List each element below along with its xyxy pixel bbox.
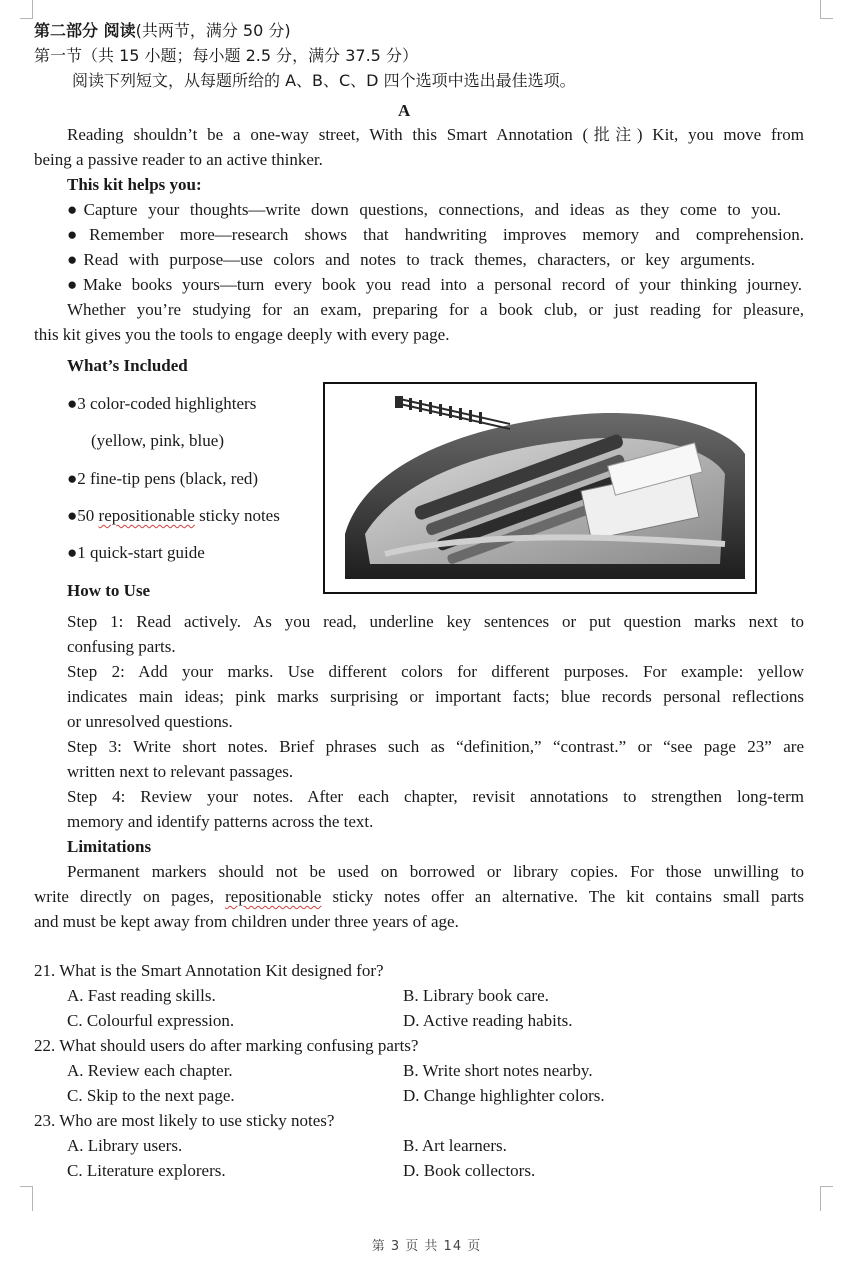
part-heading — [34, 20, 291, 42]
kit-photo-illustration — [325, 384, 755, 592]
howto-heading: How to Use — [67, 581, 151, 600]
intro-text-b: ) Kit, you move from — [636, 125, 805, 144]
included-item-highlighters: ●3 color-coded highlighters — [67, 394, 257, 413]
question-21-option-b[interactable]: B. Library book care. — [403, 986, 549, 1005]
question-22-stem: 22. What should users do after marking confusing parts? — [34, 1036, 419, 1055]
step-4-line-2: memory and identify patterns across the text. — [67, 812, 374, 831]
kit-photo — [323, 382, 757, 594]
step-2-line-1: Step 2: Add your marks. Use different colors for different purposes. For example: yellow — [67, 662, 804, 681]
included-item-sticky-notes — [67, 505, 280, 527]
included-item-guide: ●1 quick-start guide — [67, 543, 205, 562]
passage-letter: A — [398, 101, 411, 120]
step-2-line-2: indicates main ideas; pink marks surprising or important facts; blue records personal reflections — [67, 687, 804, 706]
bullet-4: ●Make books yours—turn every book you read into a personal record of your thinking journey. — [67, 275, 802, 294]
bullet-3: ●Read with purpose—use colors and notes to track themes, characters, or key arguments. — [67, 250, 755, 269]
question-22-option-c[interactable]: C. Skip to the next page. — [67, 1086, 235, 1105]
page-footer: 第 3 页 共 14 页 — [371, 1239, 482, 1254]
step-3-line-1: Step 3: Write short notes. Brief phrases such as “definition,” “contrast.” or “see page 23” are — [67, 737, 804, 756]
step-1-line-2: confusing parts. — [67, 637, 176, 656]
step-1-line-1: Step 1: Read actively. As you read, underline key sentences or put question marks next to — [67, 612, 804, 631]
intro-line-2: being a passive reader to an active thinker. — [34, 150, 323, 169]
step-3-line-2: written next to relevant passages. — [67, 762, 294, 781]
part-title: 第二部分 阅读 — [34, 21, 136, 40]
question-22-option-b[interactable]: B. Write short notes nearby. — [403, 1061, 593, 1080]
question-21-option-c[interactable]: C. Colourful expression. — [67, 1011, 235, 1030]
corner-mark-top-left — [20, 0, 33, 19]
question-22-option-a[interactable]: A. Review each chapter. — [67, 1061, 233, 1080]
step-4-line-1: Step 4: Review your notes. After each chapter, revisit annotations to strengthen long-term — [67, 787, 804, 806]
question-23-option-c[interactable]: C. Literature explorers. — [67, 1161, 226, 1180]
question-23-option-b[interactable]: B. Art learners. — [403, 1136, 507, 1155]
question-21-option-a[interactable]: A. Fast reading skills. — [67, 986, 216, 1005]
included-item-sticky-prefix: ●50 — [67, 506, 99, 525]
intro-text-a: Reading shouldn’t be a one-way street, With this Smart Annotation ( — [67, 125, 589, 144]
limitations-line-1: Permanent markers should not be used on borrowed or library copies. For those unwilling to — [67, 862, 804, 881]
included-heading: What’s Included — [67, 356, 188, 375]
question-23-stem: 23. Who are most likely to use sticky notes? — [34, 1111, 335, 1130]
intro-cn-term: 批注 — [588, 125, 637, 144]
part-subtitle: (共两节，满分 50 分) — [135, 21, 291, 40]
included-item-pens: ●2 fine-tip pens (black, red) — [67, 469, 259, 488]
limitations-text-b: sticky notes offer an alternative. The kit contains small parts — [321, 887, 805, 906]
corner-mark-top-right — [820, 0, 833, 19]
question-23-option-d[interactable]: D. Book collectors. — [403, 1161, 536, 1180]
spellcheck-word-2: repositionable — [225, 887, 322, 906]
question-21-stem: 21. What is the Smart Annotation Kit designed for? — [34, 961, 384, 980]
helps-heading: This kit helps you: — [67, 175, 202, 194]
section-title: 第一节（共 15 小题；每小题 2.5 分，满分 37.5 分） — [34, 46, 418, 65]
limitations-heading: Limitations — [67, 837, 152, 856]
intro-line-1 — [67, 124, 804, 146]
limitations-line-2 — [34, 886, 804, 908]
instruction: 阅读下列短文，从每题所给的 A、B、C、D 四个选项中选出最佳选项。 — [72, 71, 576, 90]
corner-mark-bottom-left — [20, 1186, 33, 1211]
included-item-highlighters-colors: (yellow, pink, blue) — [91, 431, 224, 450]
question-23-option-a[interactable]: A. Library users. — [67, 1136, 183, 1155]
bullet-2: ●Remember more—research shows that handwriting improves memory and comprehension. — [67, 225, 804, 244]
step-2-line-3: or unresolved questions. — [67, 712, 233, 731]
corner-mark-bottom-right — [820, 1186, 833, 1211]
question-22-option-d[interactable]: D. Change highlighter colors. — [403, 1086, 605, 1105]
spellcheck-word: repositionable — [98, 506, 195, 525]
whether-line-2: this kit gives you the tools to engage deeply with every page. — [34, 325, 450, 344]
bullet-1: ●Capture your thoughts—write down questions, connections, and ideas as they come to you. — [67, 200, 781, 219]
limitations-line-3: and must be kept away from children under three years of age. — [34, 912, 459, 931]
included-item-sticky-suffix: sticky notes — [194, 506, 280, 525]
whether-line-1: Whether you’re studying for an exam, preparing for a book club, or just reading for pleasure, — [67, 300, 804, 319]
question-21-option-d[interactable]: D. Active reading habits. — [403, 1011, 573, 1030]
limitations-text-a: write directly on pages, — [34, 887, 226, 906]
